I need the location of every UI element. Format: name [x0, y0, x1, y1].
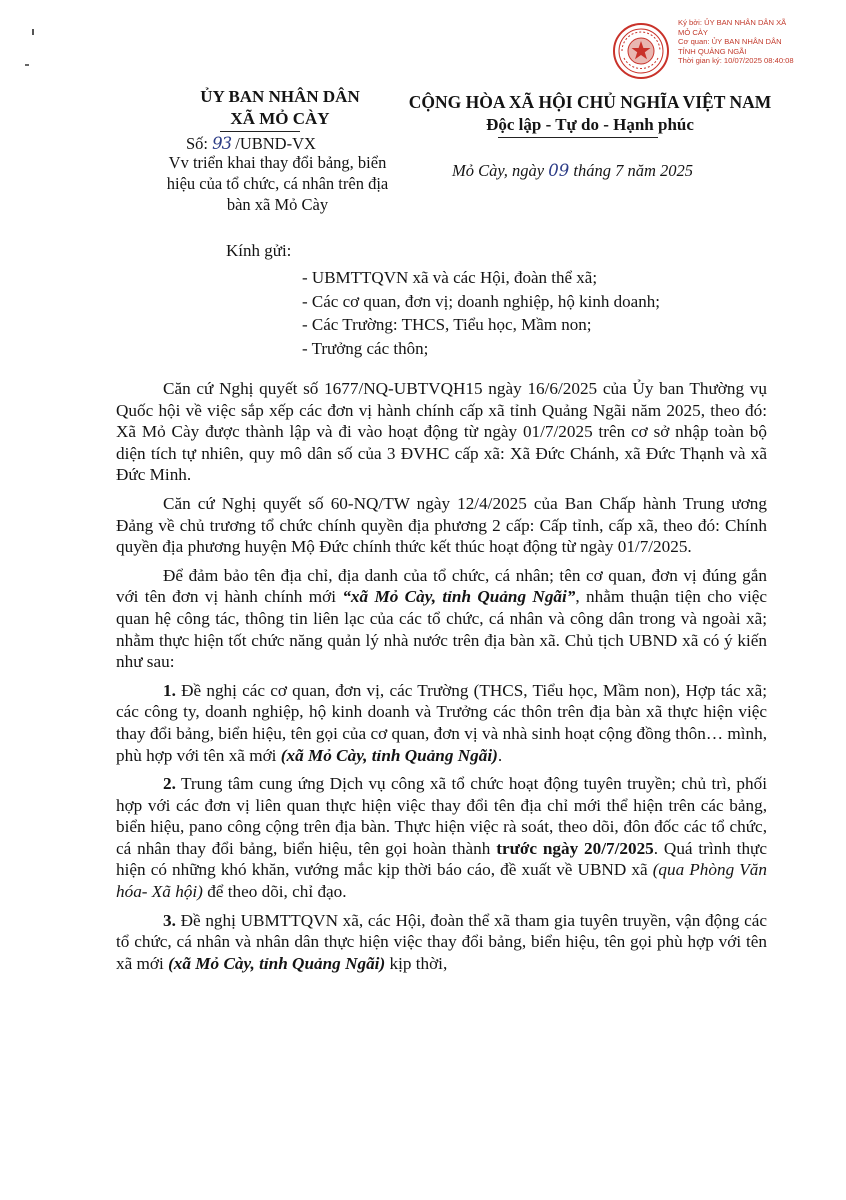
national-motto: Độc lập - Tự do - Hạnh phúc — [486, 115, 694, 134]
text-run: Để đảm bảo tên địa chỉ, địa danh của tổ chức, cá nhân; tên cơ quan, đơn vị đúng gắn với tên đơn vị hành chính mới — [116, 565, 767, 607]
text-run: . — [497, 745, 503, 765]
text-run: , nhằm thuận tiện cho việc quan hệ công tác, thông tin liên lạc của các tổ chức, cá nhân và công dân trong và ngoài xã; nhằm thực hiện tốt chức năng quản lý nhà nước trên địa bàn xã. Chủ tịch UBND xã có ý kiến như sau: — [116, 587, 767, 672]
scan-mark — [32, 29, 34, 35]
section-2 — [116, 773, 767, 903]
authority-commune: XÃ MỎ CÀY — [230, 109, 330, 128]
signature-agency-cont: TỈNH QUẢNG NGÃI — [678, 46, 747, 56]
list-item: - Trưởng các thôn; — [302, 338, 429, 358]
emphasis-commune-name: (xã Mỏ Cày, tỉnh Quảng Ngãi) — [280, 745, 498, 765]
nation-name: CỘNG HÒA XÃ HỘI CHỦ NGHĨA VIỆT NAM — [408, 92, 772, 112]
section-number: 1. — [163, 680, 176, 700]
date-prefix: Mỏ Cày, ngày — [452, 161, 549, 180]
authority-name: ỦY BAN NHÂN DÂN — [200, 87, 360, 106]
national-title — [390, 91, 790, 136]
section-3 — [116, 910, 767, 975]
divider — [220, 131, 300, 132]
section-number: 2. — [163, 774, 176, 794]
text-run: Đề nghị UBMTTQVN xã, các Hội, đoàn thể xã tham gia tuyên truyền, vận động các tổ chức, cá nhân và nhân dân thực hiện việc thay đổi bảng, biển hiệu, tên gọi phù hợp với tên xã mới — [116, 910, 767, 973]
document-body — [116, 378, 767, 981]
section-number: 3. — [163, 910, 176, 930]
list-item: - UBMTTQVN xã và các Hội, đoàn thể xã; — [302, 268, 598, 287]
text-run: Đề nghị các cơ quan, đơn vị, các Trường (THCS, Tiểu học, Mầm non), Hợp tác xã; các công ty, doanh nghiệp, hộ kinh doanh và Trưởng các thôn trên địa bàn xã thực hiện việc thay đổi bảng, biển hiệu, tên gọi của cơ quan, đơn vị và nhà sinh hoạt cộng đồng thôn… mình, phù hợp với tên xã mới — [116, 680, 767, 765]
date-suffix: tháng 7 năm 2025 — [569, 161, 693, 180]
issuing-authority — [150, 86, 410, 130]
deadline: trước ngày 20/7/2025 — [496, 838, 654, 858]
emphasis-commune-name: (xã Mỏ Cày, tỉnh Quảng Ngãi) — [168, 953, 386, 973]
divider — [498, 137, 658, 138]
list-item: - Các cơ quan, đơn vị; doanh nghiệp, hộ kinh doanh; — [302, 291, 660, 311]
document-number — [186, 134, 316, 154]
official-seal-icon — [612, 22, 670, 80]
scan-mark — [25, 64, 29, 66]
section-1 — [116, 680, 767, 766]
paragraph-legal-basis-2: Căn cứ Nghị quyết số 60-NQ/TW ngày 12/4/2025 của Ban Chấp hành Trung ương Đảng về chủ trương tổ chức chính quyền địa phương 2 cấp: Cấp tỉnh, cấp xã, theo đó: Chính quyền địa phương huyện Mộ Đức chính thức kết thúc hoạt động từ ngày 01/7/2025. — [116, 493, 767, 557]
signature-time: Thời gian ký: 10/07/2025 08:40:08 — [678, 56, 794, 66]
paragraph-purpose — [116, 565, 767, 673]
signature-signer: Ký bởi: ỦY BAN NHÂN DÂN XÃ — [678, 18, 787, 27]
text-run: Trung tâm cung ứng Dịch vụ công xã tổ chức hoạt động tuyên truyền; chủ trì, phối hợp với các đơn vị liên quan thực hiện việc thay đổi tên địa chỉ mới thể hiện trên các bảng, biển hiệu, pano công cộng trên địa bàn. Thực hiện việc rà soát, theo dõi, đôn đốc các tổ chức, cá nhân thay đổi bảng, biển hiệu, tên gọi hoàn thành — [116, 774, 767, 858]
signature-signer-cont: MỎ CÀY — [678, 27, 708, 37]
paragraph-legal-basis-1: Căn cứ Nghị quyết số 1677/NQ-UBTVQH15 ngày 16/6/2025 của Ủy ban Thường vụ Quốc hội về việc sắp xếp các đơn vị hành chính cấp xã tỉnh Quảng Ngãi năm 2025, theo đó: Xã Mỏ Cày được thành lập và đi vào hoạt động từ ngày 01/7/2025 trên cơ sở nhập toàn bộ diện tích tự nhiên, quy mô dân số của 3 ĐVHC cấp xã: Xã Đức Chánh, xã Đức Thạnh và xã Đức Minh. — [116, 379, 767, 485]
text-run: kịp thời, — [385, 953, 448, 973]
list-item: - Các Trường: THCS, Tiểu học, Mầm non; — [302, 315, 592, 334]
recipient-list — [302, 266, 660, 360]
signature-agency: Cơ quan: ỦY BAN NHÂN DÂN — [678, 37, 782, 47]
text-run: . Quá trình thực hiện có những khó khăn, vướng mắc kịp thời báo cáo, đề xuất về UBND xã — [116, 838, 767, 880]
emphasis-commune-name: “xã Mỏ Cày, tỉnh Quảng Ngãi” — [342, 587, 576, 607]
number-suffix: /UBND-VX — [231, 134, 316, 153]
document-date — [452, 161, 693, 181]
text-run: để theo dõi, chỉ đạo. — [202, 882, 347, 902]
number-label: Số: — [186, 134, 213, 153]
handwritten-number: 93 — [212, 134, 232, 153]
handwritten-day: 09 — [548, 161, 570, 180]
emphasis-department: (qua Phòng Văn hóa- Xã hội) — [116, 860, 767, 902]
salutation: Kính gửi: — [226, 241, 292, 260]
signature-details — [678, 18, 794, 66]
digital-signature-block — [612, 18, 844, 80]
document-subject: Vv triển khai thay đổi bảng, biển hiệu của tổ chức, cá nhân trên địa bàn xã Mỏ Cày — [166, 153, 389, 214]
